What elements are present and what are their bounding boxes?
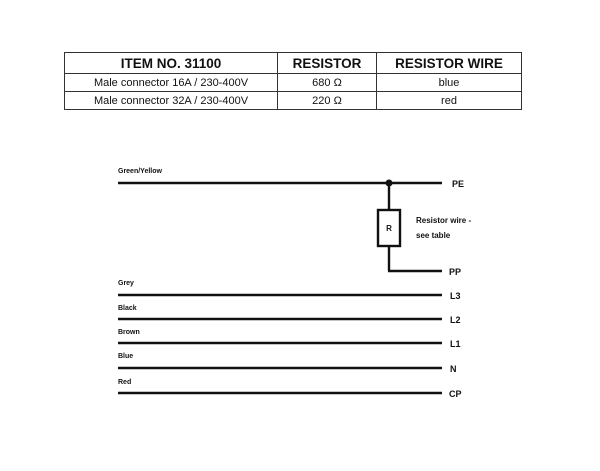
grey-wire-label: Grey	[118, 280, 134, 287]
l2-terminal-label: L2	[450, 315, 461, 325]
wire-color-cell: blue	[377, 74, 522, 92]
blue-wire-label: Blue	[118, 353, 134, 360]
wire-color-cell: red	[377, 92, 522, 110]
resistor-cell: 680 Ω	[278, 74, 377, 92]
resistor-symbol-label: R	[386, 224, 392, 233]
l1-terminal-label: L1	[450, 339, 461, 349]
resistor-cell: 220 Ω	[278, 92, 377, 110]
resistor-note-line2: see table	[416, 231, 451, 240]
header-resistor-wire: RESISTOR WIRE	[377, 53, 522, 74]
n-terminal-label: N	[450, 364, 457, 374]
cp-terminal-label: CP	[449, 389, 462, 399]
item-cell: Male connector 32A / 230-400V	[65, 92, 278, 110]
pp-terminal-label: PP	[449, 267, 462, 277]
pe-wire-label: Green/Yellow	[118, 168, 162, 175]
resistor-note-line1: Resistor wire -	[416, 216, 472, 225]
item-cell: Male connector 16A / 230-400V	[65, 74, 278, 92]
pe-terminal-label: PE	[452, 179, 465, 189]
black-wire-label: Black	[118, 305, 137, 312]
header-item-no: ITEM NO. 31100	[65, 53, 278, 74]
l3-terminal-label: L3	[450, 291, 461, 301]
brown-wire-label: Brown	[118, 329, 140, 336]
header-resistor: RESISTOR	[278, 53, 377, 74]
red-wire-label: Red	[118, 379, 132, 386]
